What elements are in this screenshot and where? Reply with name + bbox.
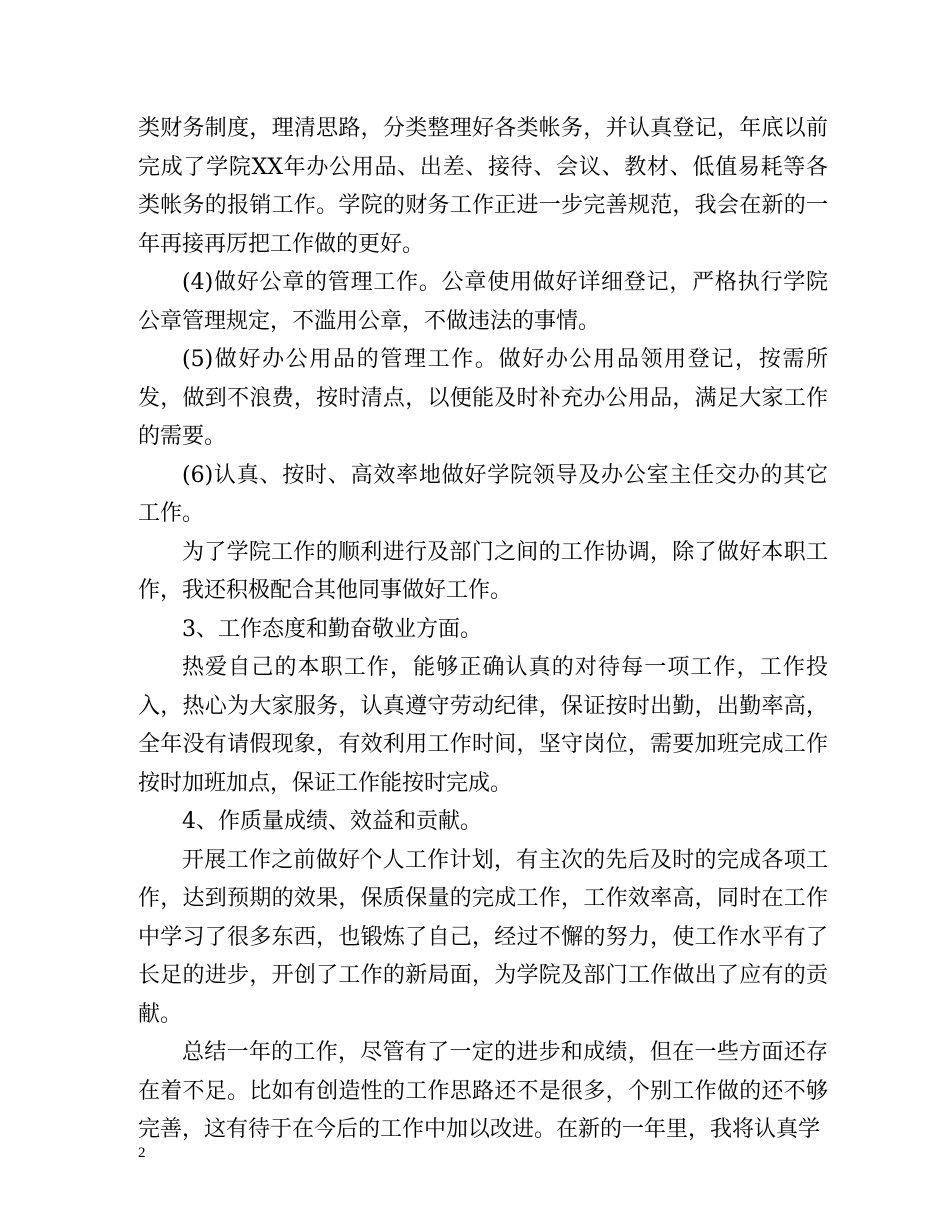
paragraph-office-supplies: (5)做好办公用品的管理工作。做好办公用品领用登记，按需所发，做到不浪费，按时清点，以便能及时补充办公用品，满足大家工作的需要。 [138, 347, 828, 449]
paragraph-assigned-tasks: (6)认真、按时、高效率地做好学院领导及办公室主任交办的其它工作。 [138, 462, 828, 526]
heading-work-quality: 4、作质量成绩、效益和贡献。 [182, 809, 482, 834]
paragraph-work-quality: 开展工作之前做好个人工作计划，有主次的先后及时的完成各项工作，达到预期的效果，保质保量的完成工作，工作效率高，同时在工作中学习了很多东西，也锻炼了自己，经过不懈的努力，使工作水平有了长足的进步，开创了工作的新局面，为学院及部门工作做出了应有的贡献。 [138, 847, 828, 1027]
paragraph-summary: 总结一年的工作，尽管有了一定的进步和成绩，但在一些方面还存在着不足。比如有创造性的工作思路还不是很多，个别工作做的还不够完善，这有待于在今后的工作中加以改进。在新的一年里，我将认真学 [138, 1040, 828, 1142]
heading-work-attitude: 3、工作态度和勤奋敬业方面。 [182, 616, 482, 642]
document-body [138, 110, 828, 1150]
paragraph-seal-management: (4)做好公章的管理工作。公章使用做好详细登记，严格执行学院公章管理规定，不滥用公章，不做违法的事情。 [138, 270, 828, 334]
page-number: 2 [138, 1145, 146, 1161]
paragraph-work-attitude: 热爱自己的本职工作，能够正确认真的对待每一项工作，工作投入，热心为大家服务，认真遵守劳动纪律，保证按时出勤，出勤率高，全年没有请假现象，有效利用工作时间，坚守岗位，需要加班完成工作按时加班加点，保证工作能按时完成。 [138, 655, 828, 796]
paragraph-cooperation: 为了学院工作的顺利进行及部门之间的工作协调，除了做好本职工作，我还积极配合其他同事做好工作。 [138, 539, 828, 603]
paragraph-finance-continued: 类财务制度，理清思路，分类整理好各类帐务，并认真登记，年底以前完成了学院XX年办公用品、出差、接待、会议、教材、低值易耗等各类帐务的报销工作。学院的财务工作正进一步完善规范，我会在新的一年再接再厉把工作做的更好。 [138, 116, 828, 257]
